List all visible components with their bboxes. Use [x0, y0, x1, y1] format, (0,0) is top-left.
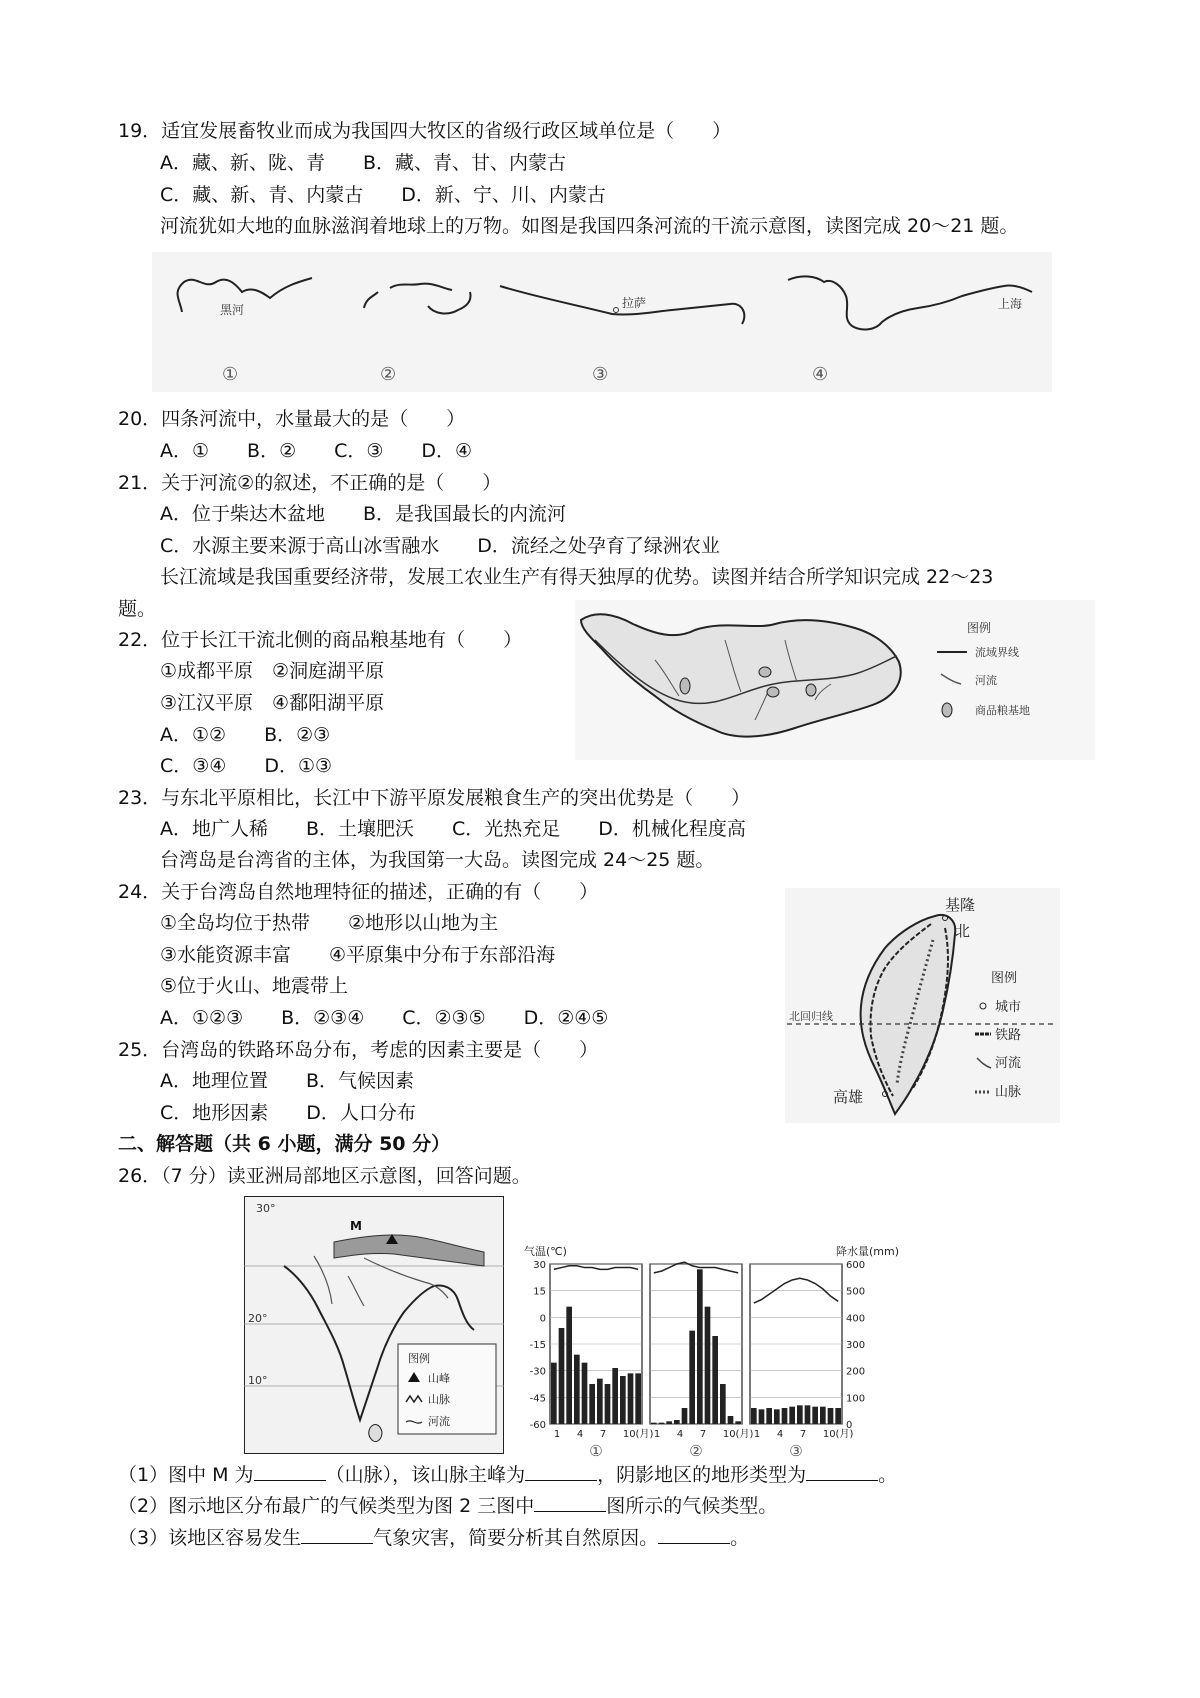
- label-shanghai: 上海: [998, 297, 1023, 311]
- river-number-2: ②: [380, 364, 397, 385]
- q26-sub3-b: 气象灾害，简要分析其自然原因。: [373, 1527, 659, 1549]
- taiwan-svg: [785, 888, 1060, 1123]
- precip-bar-p1-m9: [612, 1368, 618, 1424]
- asia-region-map: [244, 1196, 504, 1454]
- precip-tick-label: 0: [846, 1420, 853, 1431]
- rivers-figure: [152, 252, 1052, 392]
- grain-base-jianghan: [759, 667, 771, 677]
- climate-panel-label: ③: [789, 1442, 803, 1459]
- precip-bar-p3-m8: [805, 1405, 811, 1424]
- city-keelung: 基隆: [945, 896, 976, 914]
- river-number-4: ④: [812, 364, 829, 385]
- precip-tick-label: 400: [846, 1313, 866, 1325]
- asia-lat-top: 30°: [256, 1202, 276, 1215]
- answer-blank-climate-figure[interactable]: [534, 1493, 606, 1512]
- q26-sub3-c: 。: [730, 1527, 750, 1549]
- precip-tick-label: 100: [846, 1393, 866, 1405]
- climate-panel-label: ①: [589, 1442, 603, 1459]
- q26-sub2-a: （2）图示地区分布最广的气候类型为图 2 三图中: [118, 1495, 535, 1517]
- q20-stem: 20．四条河流中，水量最大的是（ ）: [118, 408, 466, 430]
- precip-bar-p1-m8: [605, 1384, 611, 1424]
- q23-options: A．地广人稀 B．土壤肥沃 C．光热充足 D．机械化程度高: [160, 818, 746, 840]
- precip-bar-p1-m3: [566, 1307, 572, 1424]
- precip-bar-p2-m12: [735, 1421, 741, 1424]
- q26-sub2: [118, 1493, 777, 1519]
- precip-bar-p2-m9: [712, 1336, 718, 1424]
- precip-tick-label: 500: [846, 1286, 866, 1298]
- month-tick-label: 7: [699, 1429, 707, 1440]
- q26-sub1-d: 。: [878, 1464, 898, 1486]
- month-tick-label: 1: [653, 1429, 661, 1440]
- sri-lanka-outline: [369, 1425, 382, 1442]
- temp-tick-label: -45: [529, 1393, 546, 1405]
- label-m: M: [350, 1219, 362, 1233]
- taiwan-figure: [785, 888, 1060, 1123]
- intro-22-23-line1: 长江流域是我国重要经济带，发展工农业生产有得天独厚的优势。读图并结合所学知识完成 22～23: [160, 566, 994, 588]
- q22-options-row2: C．③④ D．①③: [160, 755, 333, 777]
- temp-tick-label: -30: [529, 1366, 546, 1378]
- precip-bar-p2-m1: [651, 1423, 657, 1424]
- precip-bar-p1-m12: [635, 1373, 641, 1424]
- precip-bar-p1-m10: [620, 1376, 626, 1424]
- q22-items-row2: ③江汉平原 ④鄱阳湖平原: [160, 692, 385, 714]
- q22-options-row1: A．①② B．②③: [160, 724, 331, 746]
- temp-tick-label: 15: [533, 1286, 546, 1298]
- precip-bar-p2-m5: [682, 1408, 688, 1424]
- q26-sub1-c: ，阴影地区的地形类型为: [597, 1464, 807, 1486]
- q26-sub2-b: 图所示的气候类型。: [606, 1495, 778, 1517]
- q24-stem: 24．关于台湾岛自然地理特征的描述，正确的有（ ）: [118, 881, 599, 903]
- yangtze-legend-grain: 商品粮基地: [975, 704, 1030, 717]
- q19-options-row2: C．藏、新、青、内蒙古 D．新、宁、川、内蒙古: [160, 184, 606, 206]
- temp-tick-label: 0: [539, 1313, 546, 1325]
- month-tick-label: 7: [799, 1429, 807, 1440]
- precip-bar-p3-m4: [774, 1409, 780, 1424]
- q23-stem: 23．与东北平原相比，长江中下游平原发展粮食生产的突出优势是（ ）: [118, 787, 751, 809]
- precip-bar-p3-m11: [828, 1408, 834, 1424]
- q26-sub3-a: （3）该地区容易发生: [118, 1527, 302, 1549]
- precip-bar-p2-m8: [705, 1307, 711, 1424]
- asia-map-svg: [244, 1196, 504, 1454]
- taiwan-legend-city: 城市: [995, 1000, 1022, 1015]
- grain-base-dongting: [767, 687, 779, 697]
- climate-charts-svg: [520, 1244, 910, 1459]
- precip-bar-p2-m6: [689, 1331, 695, 1424]
- yangtze-basin-svg: [575, 600, 1095, 760]
- temp-tick-label: -15: [529, 1340, 546, 1351]
- q21-stem: 21．关于河流②的叙述，不正确的是（ ）: [118, 472, 502, 494]
- precip-tick-label: 300: [846, 1340, 866, 1351]
- taiwan-legend-mountain: 山脉: [995, 1085, 1022, 1100]
- q22-stem: 22．位于长江干流北侧的商品粮基地有（ ）: [118, 629, 523, 651]
- climate-panel-label: ②: [689, 1442, 703, 1459]
- precip-bar-p1-m1: [551, 1363, 557, 1424]
- precip-bar-p3-m5: [782, 1408, 788, 1424]
- precip-bar-p1-m7: [597, 1379, 603, 1424]
- month-tick-label: 10(月): [622, 1429, 654, 1440]
- section2-heading: 二、解答题（共 6 小题，满分 50 分）: [118, 1133, 451, 1155]
- yangtze-legend-river: 河流: [975, 674, 997, 687]
- precip-bar-p3-m9: [812, 1407, 818, 1424]
- answer-blank-main-peak[interactable]: [525, 1462, 597, 1481]
- q24-items-row3: ⑤位于火山、地震带上: [160, 975, 349, 997]
- precip-bar-p3-m7: [797, 1405, 803, 1424]
- climate-charts: [520, 1244, 910, 1459]
- q24-items-row1: ①全岛均位于热带 ②地形以山地为主: [160, 912, 499, 934]
- temp-axis-label: 气温(℃): [524, 1245, 567, 1258]
- asia-legend-title: 图例: [408, 1352, 430, 1365]
- precip-bar-p1-m4: [574, 1355, 580, 1424]
- q19-stem: 19．适宜发展畜牧业而成为我国四大牧区的省级行政区域单位是（ ）: [118, 120, 732, 142]
- month-tick-label: 10(月): [722, 1429, 754, 1440]
- yangtze-legend-boundary: 流域界线: [975, 646, 1019, 659]
- month-tick-label: 10(月): [822, 1429, 854, 1440]
- precip-bar-p2-m10: [720, 1384, 726, 1424]
- taiwan-legend-title: 图例: [991, 971, 1018, 986]
- q26-sub1-b: （山脉），该山脉主峰为: [325, 1464, 526, 1486]
- asia-legend-mountain: 山脉: [428, 1393, 450, 1406]
- label-lasa: 拉萨: [622, 296, 647, 310]
- answer-blank-disaster[interactable]: [301, 1525, 373, 1544]
- intro-20-21: 河流犹如大地的血脉滋润着地球上的万物。如图是我国四条河流的干流示意图，读图完成 20～21 题。: [160, 215, 1019, 237]
- precip-bar-p3-m3: [766, 1408, 772, 1424]
- taiwan-legend-river: 河流: [995, 1056, 1022, 1071]
- q21-options-row2: C．水源主要来源于高山冰雪融水 D．流经之处孕育了绿洲农业: [160, 535, 720, 557]
- month-tick-label: 4: [576, 1429, 584, 1440]
- city-kaohsiung: 高雄: [833, 1088, 864, 1106]
- precip-bar-p1-m5: [582, 1363, 588, 1424]
- river-number-3: ③: [592, 364, 609, 385]
- precip-bar-p2-m4: [674, 1420, 680, 1424]
- q26-sub1: [118, 1462, 897, 1488]
- intro-22-23-line2: 题。: [118, 598, 157, 620]
- q25-options-row1: A．地理位置 B．气候因素: [160, 1070, 415, 1092]
- q22-items-row1: ①成都平原 ②洞庭湖平原: [160, 660, 385, 682]
- precip-bar-p2-m2: [659, 1423, 665, 1424]
- q26-sub1-a: （1）图中 M 为: [118, 1464, 254, 1486]
- river-number-1: ①: [222, 364, 239, 385]
- temp-tick-label: -60: [529, 1420, 546, 1431]
- answer-blank-m-mountain[interactable]: [254, 1462, 326, 1481]
- precip-bar-p1-m2: [559, 1328, 565, 1424]
- precip-bar-p1-m11: [628, 1373, 634, 1424]
- q25-stem: 25．台湾岛的铁路环岛分布，考虑的因素主要是（ ）: [118, 1039, 599, 1061]
- month-tick-label: 1: [553, 1429, 561, 1440]
- precip-tick-label: 600: [846, 1260, 866, 1271]
- q26-sub3: [118, 1525, 749, 1551]
- precip-bar-p3-m2: [759, 1409, 765, 1424]
- precip-axis-label: 降水量(mm): [836, 1245, 900, 1258]
- precip-tick-label: 200: [846, 1366, 866, 1378]
- asia-legend-peak: 山峰: [428, 1372, 450, 1385]
- answer-blank-landform-type[interactable]: [806, 1462, 878, 1481]
- city-taipei: 北: [955, 922, 971, 940]
- q24-options: A．①②③ B．②③④ C．②③⑤ D．②④⑤: [160, 1007, 609, 1029]
- precip-bar-p3-m1: [751, 1408, 757, 1424]
- month-tick-label: 4: [676, 1429, 684, 1440]
- precip-bar-p1-m6: [589, 1384, 595, 1424]
- precip-bar-p3-m12: [835, 1408, 841, 1424]
- precip-bar-p3-m6: [789, 1407, 795, 1424]
- q26-stem: 26．（7 分）读亚洲局部地区示意图，回答问题。: [118, 1165, 531, 1187]
- yangtze-legend-title: 图例: [967, 621, 992, 635]
- precip-bar-p3-m10: [820, 1407, 826, 1424]
- precip-bar-p2-m11: [728, 1416, 734, 1424]
- month-tick-label: 4: [776, 1429, 784, 1440]
- grain-base-chengdu: [680, 678, 690, 694]
- intro-24-25: 台湾岛是台湾省的主体，为我国第一大岛。读图完成 24～25 题。: [160, 849, 715, 871]
- answer-blank-reason[interactable]: [658, 1525, 730, 1544]
- precip-bar-p2-m7: [697, 1269, 703, 1424]
- month-tick-label: 7: [599, 1429, 607, 1440]
- asia-lat-bottom: 10°: [248, 1374, 268, 1387]
- month-tick-label: 1: [753, 1429, 761, 1440]
- asia-legend-river: 河流: [428, 1415, 450, 1428]
- q20-options: A．① B．② C．③ D．④: [160, 440, 473, 462]
- taiwan-legend-railway: 铁路: [995, 1028, 1022, 1043]
- temp-tick-label: 30: [533, 1260, 546, 1271]
- tropic-label: 北回归线: [789, 1010, 833, 1023]
- precip-bar-p2-m3: [666, 1421, 672, 1424]
- q24-items-row2: ③水能资源丰富 ④平原集中分布于东部沿海: [160, 944, 556, 966]
- grain-base-poyang: [806, 684, 816, 696]
- yangtze-basin-figure: [575, 600, 1095, 760]
- rivers-figure-svg: [152, 252, 1052, 392]
- label-heihe: 黑河: [220, 303, 245, 317]
- q21-options-row1: A．位于柴达木盆地 B．是我国最长的内流河: [160, 503, 567, 525]
- q25-options-row2: C．地形因素 D．人口分布: [160, 1102, 416, 1124]
- q19-options-row1: A．藏、新、陇、青 B．藏、青、甘、内蒙古: [160, 152, 567, 174]
- asia-lat-mid: 20°: [248, 1312, 268, 1325]
